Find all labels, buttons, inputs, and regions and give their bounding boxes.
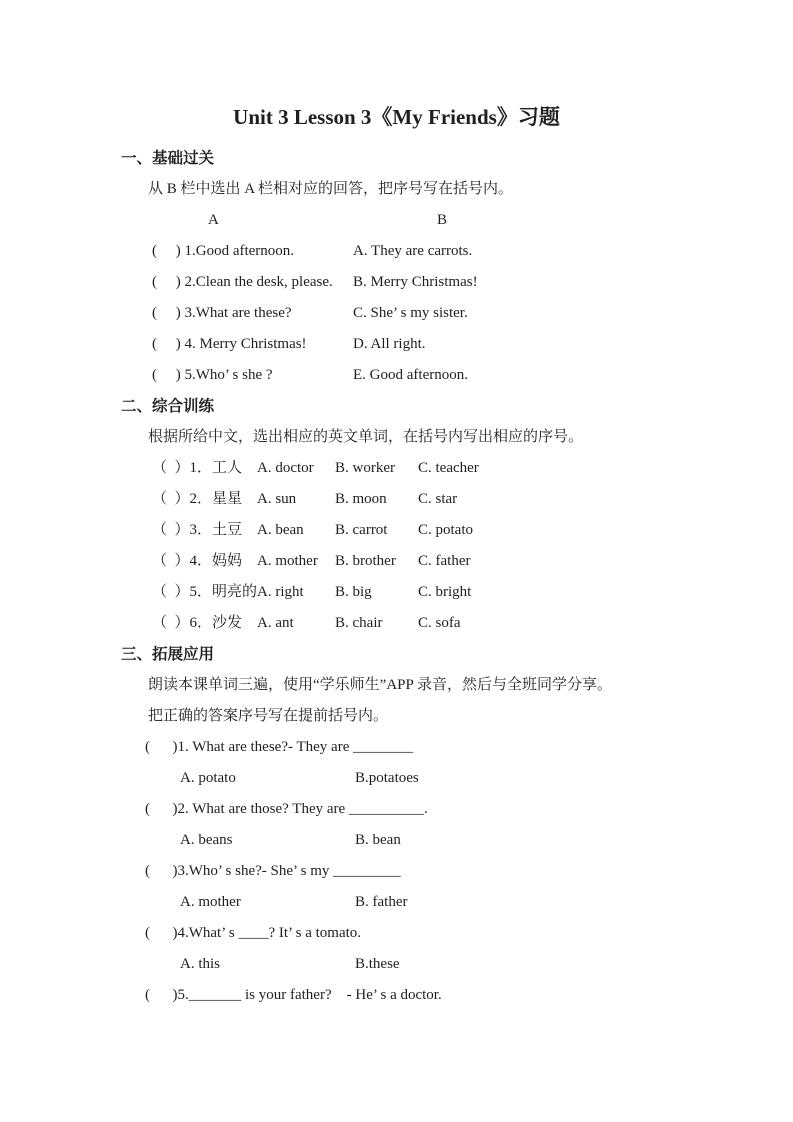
match-5-answer: E. Good afternoon. — [353, 367, 468, 383]
match-row-2 — [121, 267, 723, 298]
question-1 — [121, 732, 723, 763]
match-2-prompt: ( ) 2.Clean the desk, please. — [152, 274, 333, 290]
vocab-3-option-b: B. carrot — [335, 522, 388, 538]
vocab-3-option-a: A. bean — [257, 522, 304, 538]
vocab-row-4 — [121, 546, 723, 577]
vocab-3-option-c: C. potato — [418, 522, 473, 538]
question-1-option-b: B.potatoes — [355, 770, 419, 786]
question-4-options — [121, 949, 723, 980]
vocab-2-option-c: C. star — [418, 491, 458, 507]
question-3-text: ( )3.Who’ s she?- She’ s my _________ — [145, 863, 401, 879]
question-4 — [121, 918, 723, 949]
section-3-heading: 三、拓展应用 — [121, 646, 215, 663]
match-1-answer: A. They are carrots. — [353, 243, 473, 259]
section-1-heading: 一、基础过关 — [121, 150, 215, 167]
vocab-2-label: （ ）2．星星 — [152, 491, 243, 507]
question-4-option-b: B.these — [355, 956, 400, 972]
vocab-1-option-b: B. worker — [335, 460, 395, 476]
match-5-prompt: ( ) 5.Who’ s she ? — [152, 367, 273, 383]
question-1-options — [121, 763, 723, 794]
vocab-row-1 — [121, 453, 723, 484]
match-row-5 — [121, 360, 723, 391]
match-1-prompt: ( ) 1.Good afternoon. — [152, 243, 295, 259]
match-3-prompt: ( ) 3.What are these? — [152, 305, 292, 321]
match-2-answer: B. Merry Christmas! — [353, 274, 478, 290]
match-row-3 — [121, 298, 723, 329]
vocab-row-3 — [121, 515, 723, 546]
question-5 — [121, 980, 723, 1011]
question-2-option-a: A. beans — [180, 832, 233, 848]
vocab-6-option-c: C. sofa — [418, 615, 461, 631]
vocab-row-2 — [121, 484, 723, 515]
question-2-options — [121, 825, 723, 856]
question-2-text: ( )2. What are those? They are __________. — [145, 801, 428, 817]
vocab-4-option-b: B. brother — [335, 553, 396, 569]
vocab-row-5 — [121, 577, 723, 608]
vocab-2-option-a: A. sun — [257, 491, 297, 507]
question-4-text: ( )4.What’ s ____? It’ s a tomato. — [145, 925, 362, 941]
vocab-4-option-c: C. father — [418, 553, 471, 569]
question-1-option-a: A. potato — [180, 770, 236, 786]
match-3-answer: C. She’ s my sister. — [353, 305, 468, 321]
section-2-instruction: 根据所给中文，选出相应的英文单词，在括号内写出相应的序号。 — [148, 429, 584, 445]
vocab-5-option-c: C. bright — [418, 584, 472, 600]
worksheet-title: Unit 3 Lesson 3《My Friends》习题 — [233, 105, 560, 129]
vocab-5-option-b: B. big — [335, 584, 372, 600]
question-3-option-a: A. mother — [180, 894, 241, 910]
question-5-text: ( )5._______ is your father? - He’ s a doctor. — [145, 987, 442, 1003]
match-row-4 — [121, 329, 723, 360]
match-4-answer: D. All right. — [353, 336, 426, 352]
match-row-1 — [121, 236, 723, 267]
vocab-1-option-c: C. teacher — [418, 460, 479, 476]
vocab-6-label: （ ）6．沙发 — [152, 615, 243, 631]
vocab-5-option-a: A. right — [257, 584, 304, 600]
vocab-4-option-a: A. mother — [257, 553, 318, 569]
section-3-instruction-2: 把正确的答案序号写在提前括号内。 — [148, 708, 389, 724]
section-1-instruction: 从 B 栏中选出 A 栏相对应的回答，把序号写在括号内。 — [148, 181, 514, 197]
column-b-header: B — [437, 212, 448, 228]
vocab-3-label: （ ）3．土豆 — [152, 522, 243, 538]
column-a-header: A — [208, 212, 219, 228]
match-column-headers — [121, 205, 723, 236]
question-3-option-b: B. father — [355, 894, 408, 910]
question-2 — [121, 794, 723, 825]
section-3-instruction-1: 朗读本课单词三遍，使用“学乐师生”APP 录音，然后与全班同学分享。 — [148, 677, 613, 693]
question-1-text: ( )1. What are these?- They are ________ — [145, 739, 414, 755]
vocab-6-option-a: A. ant — [257, 615, 294, 631]
match-4-prompt: ( ) 4. Merry Christmas! — [152, 336, 307, 352]
vocab-1-option-a: A. doctor — [257, 460, 314, 476]
vocab-5-label: （ ）5．明亮的 — [152, 584, 258, 600]
section-2-heading: 二、综合训练 — [121, 398, 215, 415]
vocab-6-option-b: B. chair — [335, 615, 383, 631]
question-3-options — [121, 887, 723, 918]
vocab-row-6 — [121, 608, 723, 639]
vocab-4-label: （ ）4．妈妈 — [152, 553, 243, 569]
question-2-option-b: B. bean — [355, 832, 401, 848]
vocab-1-label: （ ）1．工人 — [152, 460, 243, 476]
question-4-option-a: A. this — [180, 956, 221, 972]
vocab-2-option-b: B. moon — [335, 491, 387, 507]
question-3 — [121, 856, 723, 887]
